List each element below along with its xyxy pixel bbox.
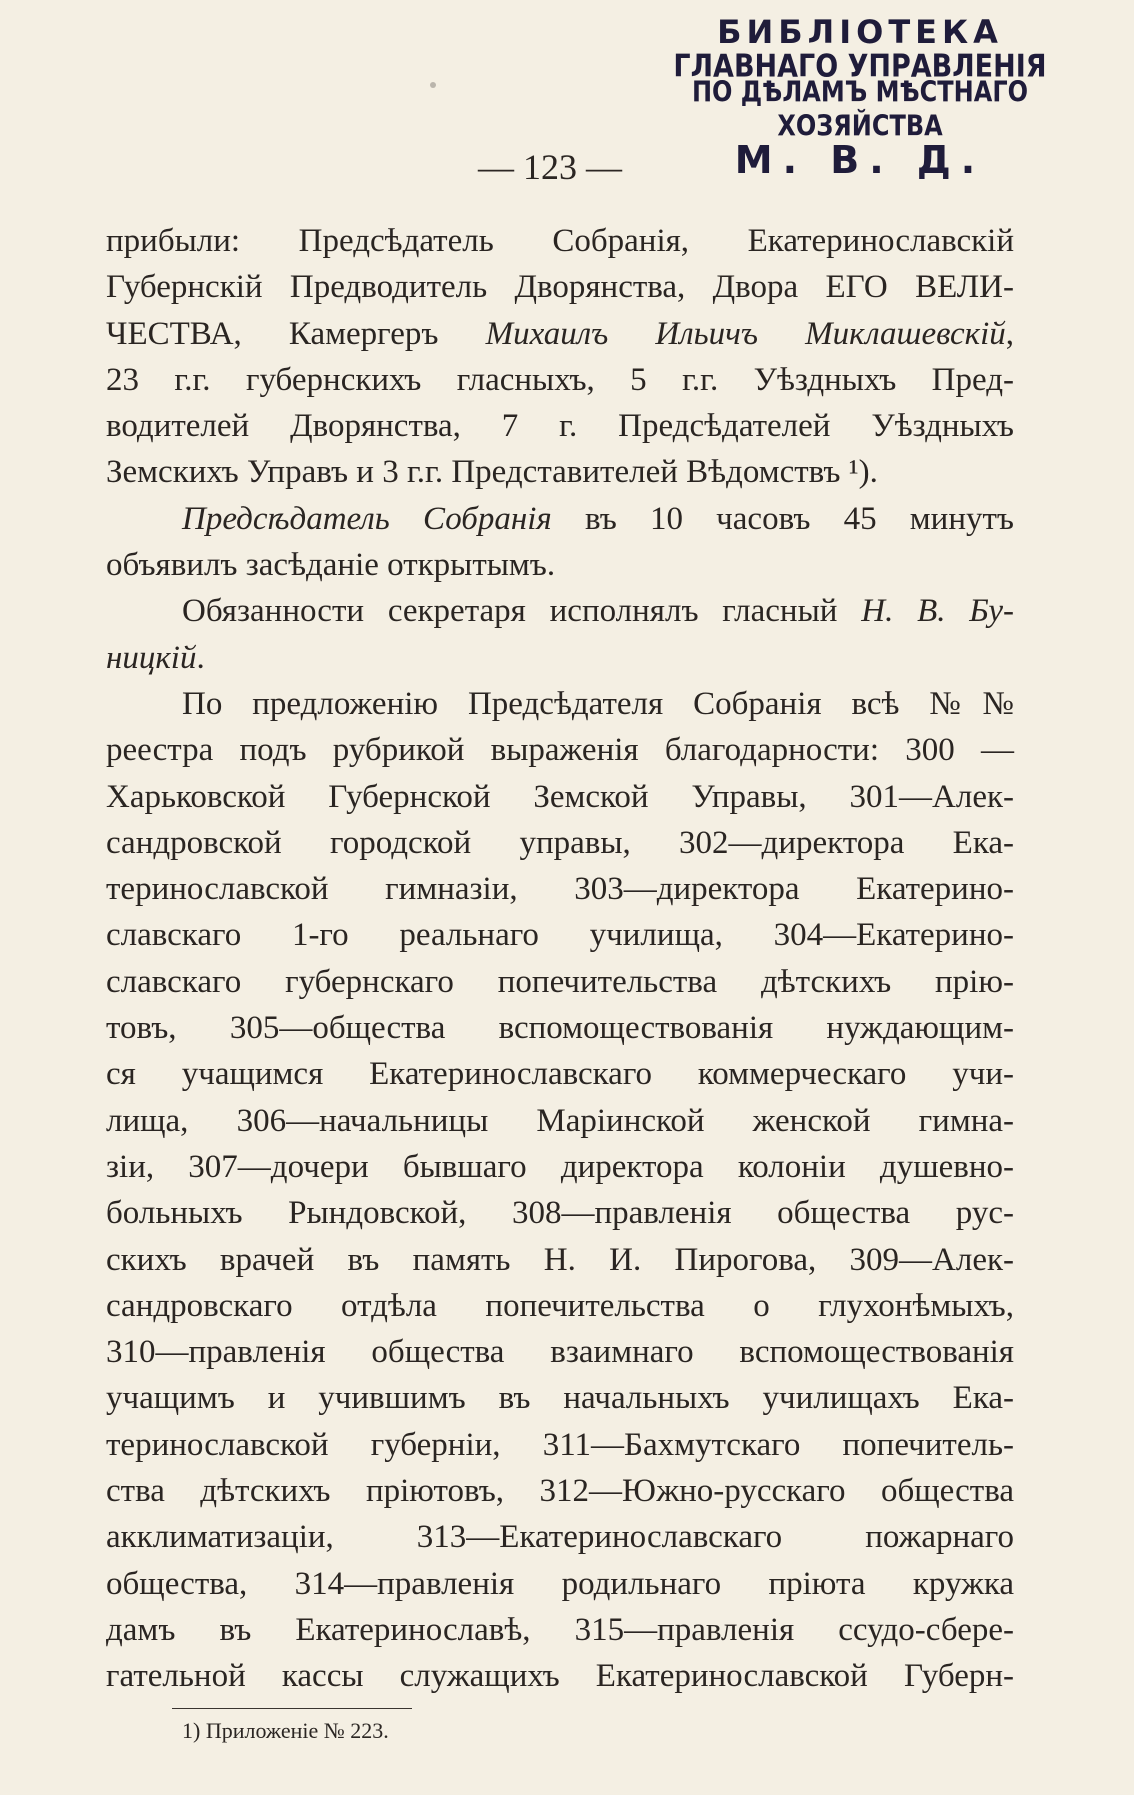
text-line (106, 496, 1014, 542)
italic-text: Михаилъ Ильичъ Миклашевскій (485, 315, 1006, 352)
text-line (106, 264, 1014, 310)
stamp-line-3: ПО ДѢЛАМЪ МѢСТНАГО ХОЗЯЙСТВА (691, 75, 1029, 142)
text-segment: ся учащимся Екатеринославскаго коммерческаго учи- (106, 1056, 1014, 1093)
text-segment: общества, 314—правленія родильнаго пріюта кружка (106, 1565, 1014, 1602)
text-line (106, 727, 1014, 773)
text-line (106, 1329, 1014, 1375)
body-text (106, 218, 1014, 1700)
text-line (106, 866, 1014, 912)
text-segment: Губернскій Предводитель Дворянства, Двора ЕГО ВЕЛИ- (106, 269, 1014, 306)
text-line (106, 1653, 1014, 1699)
text-line (106, 1098, 1014, 1144)
text-line (106, 403, 1014, 449)
italic-text: Предсѣдатель Собранія (182, 500, 552, 537)
text-segment: сандровскаго отдѣла попечительства о глухонѣмыхъ, (106, 1287, 1014, 1324)
text-segment: Харьковской Губернской Земской Управы, 301—Алек- (106, 778, 1014, 815)
text-line (106, 1144, 1014, 1190)
text-segment: скихъ врачей въ память Н. И. Пирогова, 309—Алек- (106, 1241, 1014, 1278)
text-line (106, 1375, 1014, 1421)
text-line (106, 1561, 1014, 1607)
text-segment: . (196, 639, 205, 676)
text-segment: зіи, 307—дочери бывшаго директора колоніи душевно- (106, 1148, 1014, 1185)
text-segment: больныхъ Рындовской, 308—правленія общества рус- (106, 1195, 1014, 1232)
text-segment: 310—правленія общества взаимнаго вспомоществованія (106, 1334, 1014, 1371)
text-segment: славскаго 1-го реальнаго училища, 304—Екатерино- (106, 917, 1014, 954)
text-segment: учащимъ и учившимъ въ начальныхъ училищахъ Ека- (106, 1380, 1014, 1417)
text-line (106, 1005, 1014, 1051)
text-line (106, 774, 1014, 820)
text-segment: товъ, 305—общества вспомоществованія нуждающим- (106, 1010, 1014, 1047)
text-line (106, 588, 1014, 634)
text-segment: По предложенію Предсѣдателя Собранія всѣ №№ (182, 685, 1014, 722)
ink-speck (430, 82, 436, 88)
text-segment: гательной кассы служащихъ Екатеринославской Губерн- (106, 1658, 1014, 1695)
text-segment: лища, 306—начальницы Маріинской женской гимна- (106, 1102, 1014, 1139)
stamp-line-1: БИБЛIОТЕКА (717, 13, 1003, 51)
text-segment: 23 г.г. губернскихъ гласныхъ, 5 г.г. Уѣздныхъ Пред- (106, 361, 1014, 398)
footnote: 1) Приложеніе № 223. (182, 1718, 389, 1743)
text-segment: , (1005, 315, 1014, 352)
text-segment: дамъ въ Екатеринославѣ, 315—правленія ссудо-сбере- (106, 1611, 1014, 1648)
text-line (106, 1514, 1014, 1560)
text-segment: ства дѣтскихъ пріютовъ, 312—Южно-русскаго общества (106, 1473, 1014, 1510)
text-line (106, 1468, 1014, 1514)
text-segment: реестра подъ рубрикой выраженія благодарности: 300 — (106, 732, 1014, 769)
text-line (106, 1237, 1014, 1283)
text-line (106, 1051, 1014, 1097)
page-number: — 123 — (478, 147, 622, 187)
text-segment: объявилъ засѣданіе открытымъ. (106, 547, 556, 584)
text-line (106, 449, 1014, 495)
text-segment: славскаго губернскаго попечительства дѣтскихъ прію- (106, 963, 1014, 1000)
text-line (106, 1422, 1014, 1468)
text-line (106, 357, 1014, 403)
stamp-line-2: ГЛАВНАГО УПРАВЛЕНIЯ (673, 48, 1047, 85)
text-segment: водителей Дворянства, 7 г. Предсѣдателей Уѣздныхъ (106, 408, 1014, 445)
text-segment: въ 10 часовъ 45 минутъ (551, 500, 1014, 537)
text-line (106, 820, 1014, 866)
text-line (106, 1283, 1014, 1329)
text-line (106, 1190, 1014, 1236)
text-line (106, 311, 1014, 357)
text-line (106, 635, 1014, 681)
text-segment: Земскихъ Управъ и 3 г.г. Представителей Вѣдомствъ ¹). (106, 454, 878, 491)
text-segment: теринославской гимназіи, 303—директора Екатерино- (106, 871, 1014, 908)
text-line (106, 218, 1014, 264)
library-stamp (660, 14, 1060, 183)
text-segment: сандровской городской управы, 302—директора Ека- (106, 824, 1014, 861)
text-segment: Обязанности секретаря исполнялъ гласный (182, 593, 862, 630)
text-segment: акклиматизаціи, 313—Екатеринославскаго пожарнаго (106, 1519, 1014, 1556)
text-line (106, 912, 1014, 958)
text-line (106, 1607, 1014, 1653)
text-line (106, 681, 1014, 727)
text-segment: прибыли: Предсѣдатель Собранія, Екатеринославскій (106, 223, 1014, 259)
italic-text: Н. В. Бу- (861, 593, 1015, 630)
stamp-line-4: М. В. Д. (734, 138, 986, 183)
text-line (106, 959, 1014, 1005)
text-line (106, 542, 1014, 588)
footnote-rule (172, 1708, 412, 1709)
text-segment: теринославской губерніи, 311—Бахмутскаго попечитель- (106, 1426, 1014, 1463)
text-segment: ЧЕСТВА, Камергеръ (106, 315, 486, 352)
italic-text: ницкій (106, 639, 197, 676)
